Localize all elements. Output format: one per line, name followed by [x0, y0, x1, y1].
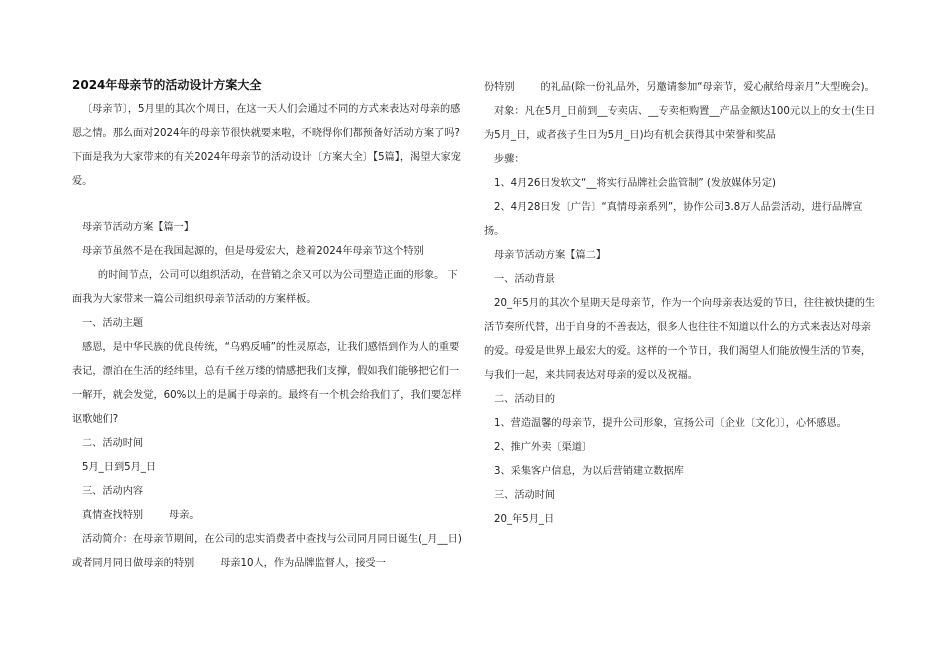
part1-intro-paragraph: 母亲节虽然不是在我国起源的，但是母爱宏大，趁着2024年母亲节这个特别 的时间节点，公司可以组织活动，在营销之余又可以为公司塑造正面的形象。 下面我为大家带来一篇公司组织母亲节活动的方案样板。 — [72, 246, 458, 305]
section-heading-part1: 母亲节活动方案【篇一】 — [82, 222, 195, 233]
intro-paragraph: 〔母亲节〕，5月里的其次个周日，在这一天人们会通过不同的方式来表达对母亲的感恩之情。那么面对2024年的母亲节很快就要来啦，不晓得你们都预备好活动方案了吗?下面是我为大家带来的有关2024年母亲节的活动设计〔方案大全〕【5篇】，渴望大家宠爱。 — [72, 104, 461, 187]
gift-paragraph: 份特别 的礼品(除一份礼品外，另邀请参加“母亲节，爱心献给母亲月”大型晚会)。 — [484, 82, 875, 93]
purpose-3: 3、采集客户信息，为以后营销建立数据库 — [494, 466, 684, 477]
activity-time-text: 5月_日到5月_日 — [82, 462, 157, 473]
steps-heading: 步骤： — [494, 154, 525, 165]
time-part2-text: 20_年5月_日 — [494, 514, 555, 525]
step-2: 2、4月28日发〔广告〕“真情母亲系列”，协作公司3.8万人品尝活动，进行品牌宣扬。 — [484, 202, 863, 237]
target-paragraph: 对象：凡在5月_日前到__专卖店、__专卖柜购置__产品金额达100元以上的女士(生日为5月_日，或者孩子生日为5月_日)均有机会获得其中荣誉和奖品 — [484, 106, 876, 141]
step-1: 1、4月26日发软文“__将实行品牌社会监管制” (发放媒体另定) — [494, 178, 776, 189]
spacer — [72, 194, 464, 216]
activity-summary-paragraph: 活动简介：在母亲节期间，在公司的忠实消费者中查找与公司同月同日诞生(_月__日)或者同月同日做母亲的特别 母亲10人，作为品牌监督人，接受一 — [72, 534, 462, 569]
heading-activity-theme: 一、活动主题 — [82, 318, 144, 329]
heading-time-part2: 三、活动时间 — [494, 490, 556, 501]
heading-purpose: 二、活动目的 — [494, 394, 556, 405]
heading-activity-time: 二、活动时间 — [82, 438, 144, 449]
background-paragraph: 20_年5月的其次个星期天是母亲节，作为一个向母亲表达爱的节日，往往被快捷的生活节奏所代替，出于自身的不善表达，很多人也往往不知道以什么的方式来表达对母亲的爱。母爱是世界上最宏大的爱。这样的一个节日，我们渴望人们能放慢生活的节奏，与我们一起，来共同表达对母亲的爱以及祝福。 — [484, 298, 876, 381]
theme-paragraph: 感恩，是中华民族的优良传统，“乌鸦反哺”的性灵原态，让我们感悟到作为人的重要表记，漂泊在生活的经纬里，总有千丝万缕的情感把我们支撑，假如我们能够把它们一一解开，就会发觉，60%以上的是属于母亲的。最终有一个机会给我们了，我们要怎样讴歌她们? — [72, 342, 462, 425]
purpose-2: 2、推广外卖〔渠道〕 — [494, 442, 593, 453]
left-column — [72, 76, 464, 576]
heading-activity-content: 三、活动内容 — [82, 486, 144, 497]
purpose-1: 1、营造温馨的母亲节，提升公司形象，宣扬公司〔企业〔文化〕〕，心怀感恩。 — [494, 418, 847, 429]
section-heading-part2: 母亲节活动方案【篇二】 — [494, 250, 607, 261]
heading-background: 一、活动背景 — [494, 274, 556, 285]
right-column — [484, 76, 880, 532]
document-title: 2024年母亲节的活动设计方案大全 — [72, 78, 262, 92]
content-subtitle: 真情查找特别 母亲。 — [82, 510, 200, 521]
